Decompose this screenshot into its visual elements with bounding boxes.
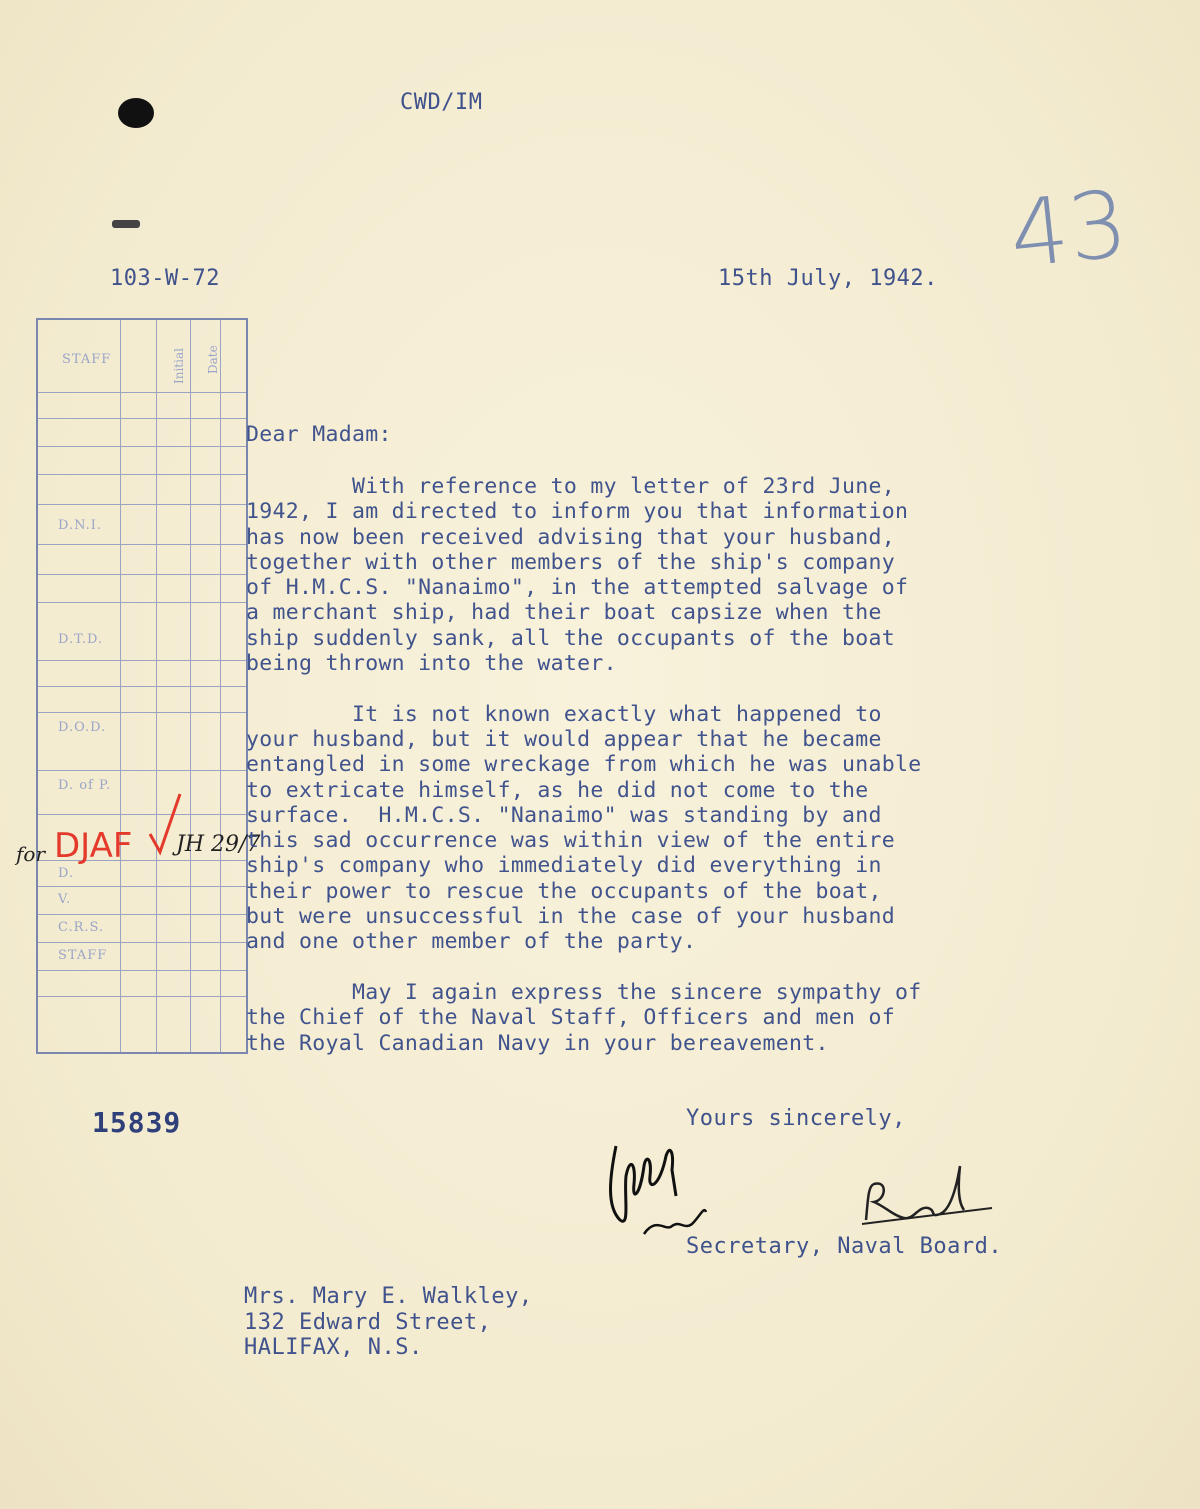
body-line: your husband, but it would appear that he became: [246, 727, 882, 752]
stamp-column-date: Date: [206, 345, 220, 374]
body-line: their power to rescue the occupants of the boat,: [246, 879, 882, 904]
body-line: the Royal Canadian Navy in your bereavement.: [246, 1031, 829, 1056]
stamp-row-v: V.: [58, 892, 72, 907]
body-line: together with other members of the ship's company: [246, 550, 895, 575]
body-line: ship suddenly sank, all the occupants of the boat: [246, 626, 895, 651]
stamp-row-staff: STAFF: [62, 352, 112, 367]
body-line: and one other member of the party.: [246, 929, 697, 954]
body-line: a merchant ship, had their boat capsize when the: [246, 600, 882, 625]
letter-date: 15th July, 1942.: [718, 266, 938, 291]
stamp-row-dofp: D. of P.: [58, 778, 112, 793]
routing-initials-handwritten: JH 29/7: [176, 832, 261, 857]
routing-stamp: [36, 318, 248, 1054]
stamp-column-initial: Initial: [172, 348, 186, 384]
stamp-row-d: D.: [58, 866, 75, 881]
addressee-street: 132 Edward Street,: [244, 1310, 492, 1335]
body-line: but were unsuccessful in the case of your husband: [246, 904, 895, 929]
salutation: Dear Madam:: [246, 422, 392, 447]
stamp-row-dtd: D.T.D.: [58, 632, 104, 647]
body-line: to extricate himself, as he did not come to the: [246, 778, 869, 803]
reference-code: CWD/IM: [400, 90, 483, 115]
file-number: 103-W-72: [110, 266, 220, 291]
punch-mark: [112, 220, 140, 228]
routing-prefix-handwritten: for: [16, 842, 46, 866]
body-line: May I again express the sincere sympathy of: [246, 980, 922, 1005]
registry-number-stamp: 15839: [92, 1106, 182, 1139]
punch-hole: [118, 98, 154, 128]
body-line: entangled in some wreckage from which he was unable: [246, 752, 922, 777]
stamp-row-dod: D.O.D.: [58, 720, 107, 735]
body-line: being thrown into the water.: [246, 651, 617, 676]
body-line: It is not known exactly what happened to: [246, 702, 882, 727]
body-line: 1942, I am directed to inform you that information: [246, 499, 909, 524]
body-line: ship's company who immediately did everything in: [246, 853, 882, 878]
page-number-pencil: 43: [1004, 170, 1133, 289]
body-line: of H.M.C.S. "Nanaimo", in the attempted salvage of: [246, 575, 909, 600]
body-line: this sad occurrence was within view of the entire: [246, 828, 895, 853]
addressee-name: Mrs. Mary E. Walkley,: [244, 1284, 533, 1309]
body-line: With reference to my letter of 23rd June,: [246, 474, 895, 499]
stamp-row-staff-2: STAFF: [58, 948, 108, 963]
signature-title: Secretary, Naval Board.: [686, 1234, 1003, 1259]
body-line: surface. H.M.C.S. "Nanaimo" was standing by and: [246, 803, 882, 828]
addressee-city: HALIFAX, N.S.: [244, 1335, 423, 1360]
stamp-row-crs: C.R.S.: [58, 920, 105, 935]
closing: Yours sincerely,: [686, 1106, 906, 1131]
body-line: the Chief of the Naval Staff, Officers and men of: [246, 1005, 895, 1030]
stamp-row-dni: D.N.I.: [58, 518, 103, 533]
routing-mark-red: DJAF: [54, 826, 133, 866]
body-line: has now been received advising that your husband,: [246, 525, 895, 550]
handwritten-secretary-signature: [860, 1160, 1000, 1230]
